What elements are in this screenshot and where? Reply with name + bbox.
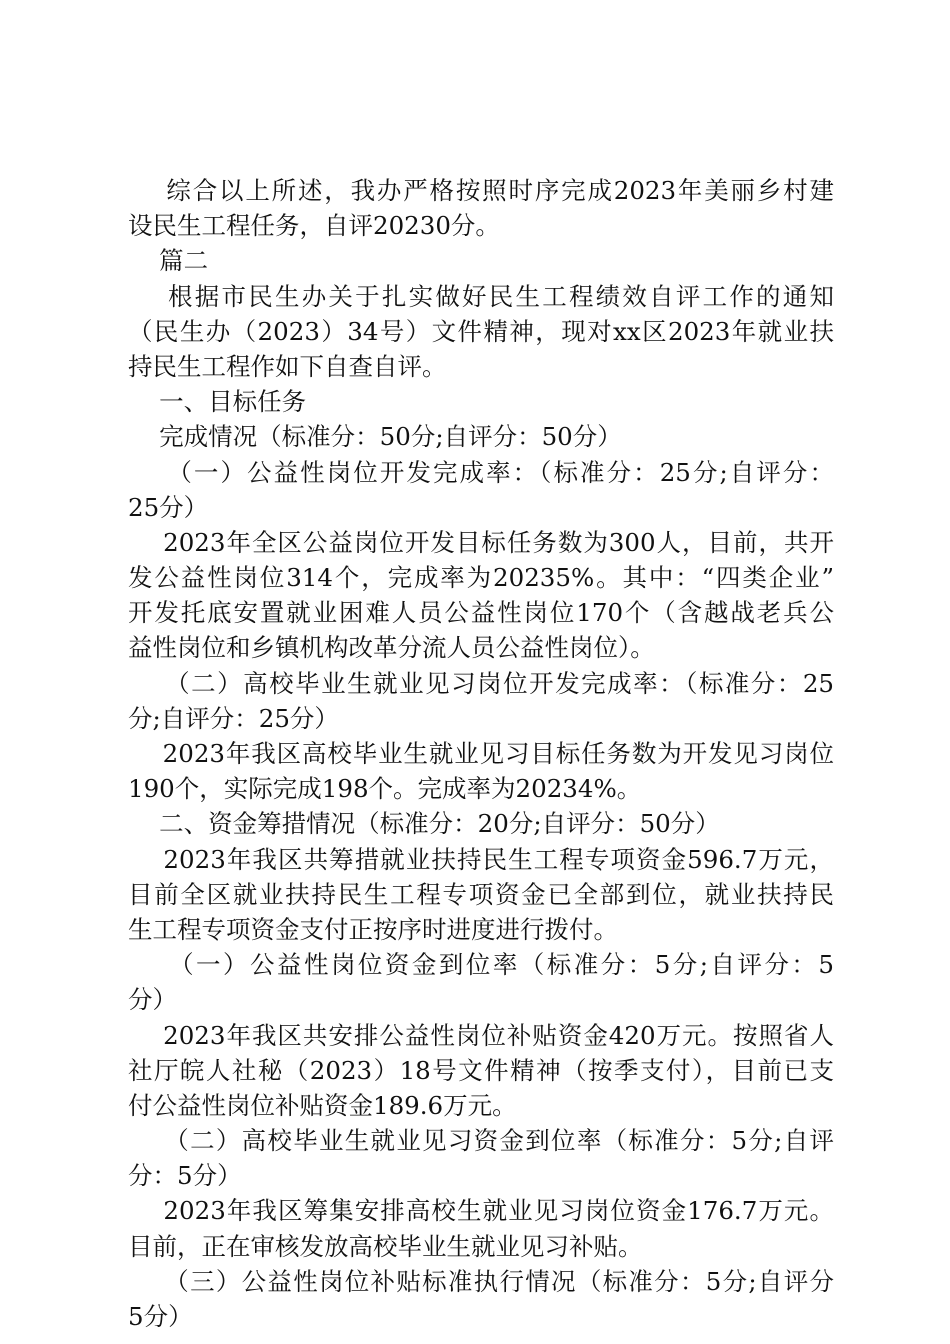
text-line: 2023年我区共筹措就业扶持民生工程专项资金596.7万元， — [128, 844, 834, 874]
text-line: 分：5分） — [128, 1161, 242, 1191]
text-line: 目前全区就业扶持民生工程专项资金已全部到位，就业扶持民 — [128, 879, 834, 909]
document-body — [128, 173, 834, 1334]
text-line: （一）公益性岗位开发完成率：（标准分：25分;自评分： — [128, 457, 834, 487]
text-line: （民生办（2023）34号）文件精神，现对xx区2023年就业扶 — [128, 316, 834, 346]
text-line: 付公益性岗位补贴资金189.6万元。 — [128, 1090, 517, 1120]
text-line: 分） — [128, 985, 177, 1015]
text-line: 2023年我区共安排公益性岗位补贴资金420万元。按照省人 — [128, 1020, 834, 1050]
text-line: 2023年全区公益岗位开发目标任务数为300人，目前，共开 — [128, 527, 834, 557]
text-line: （二）高校毕业生就业见习资金到位率（标准分：5分;自评 — [128, 1126, 834, 1156]
text-line: （一）公益性岗位资金到位率（标准分：5分;自评分：5 — [128, 950, 834, 980]
text-line: 5分） — [128, 1302, 193, 1331]
section-heading: 篇二 — [128, 246, 209, 276]
text-line: 发公益性岗位314个，完成率为20235%。其中：“四类企业” — [128, 563, 834, 593]
text-line: 社厅皖人社秘（2023）18号文件精神（按季支付），目前已支 — [128, 1055, 834, 1085]
text-line: 综合以上所述，我办严格按照时序完成2023年美丽乡村建 — [128, 176, 834, 205]
text-line: 生工程专项资金支付正按序时进度进行拨付。 — [128, 914, 618, 944]
text-line: 益性岗位和乡镇机构改革分流人员公益性岗位）。 — [128, 633, 655, 663]
text-line: 持民生工程作如下自查自评。 — [128, 351, 447, 381]
text-line: （二）高校毕业生就业见习岗位开发完成率：（标准分：25 — [128, 668, 834, 698]
text-line: 完成情况（标准分：50分;自评分：50分） — [128, 422, 622, 452]
text-line: 分;自评分：25分） — [128, 703, 339, 733]
section-heading: 二、资金筹措情况（标准分：20分;自评分：50分） — [128, 809, 720, 839]
text-line: 开发托底安置就业困难人员公益性岗位170个（含越战老兵公 — [128, 598, 834, 628]
text-line: 190个，实际完成198个。完成率为20234%。 — [128, 774, 642, 804]
text-line: 设民生工程任务，自评20230分。 — [128, 211, 500, 241]
text-line: 2023年我区筹集安排高校生就业见习岗位资金176.7万元。 — [128, 1196, 834, 1226]
section-heading: 一、目标任务 — [128, 387, 307, 417]
text-line: 2023年我区高校毕业生就业见习目标任务数为开发见习岗位 — [128, 739, 834, 768]
text-line: 目前，正在审核发放高校毕业生就业见习补贴。 — [128, 1231, 643, 1261]
text-line: （三）公益性岗位补贴标准执行情况（标准分：5分;自评分 — [128, 1266, 834, 1296]
text-line: 根据市民生办关于扎实做好民生工程绩效自评工作的通知 — [128, 281, 834, 311]
text-line: 25分） — [128, 492, 209, 522]
